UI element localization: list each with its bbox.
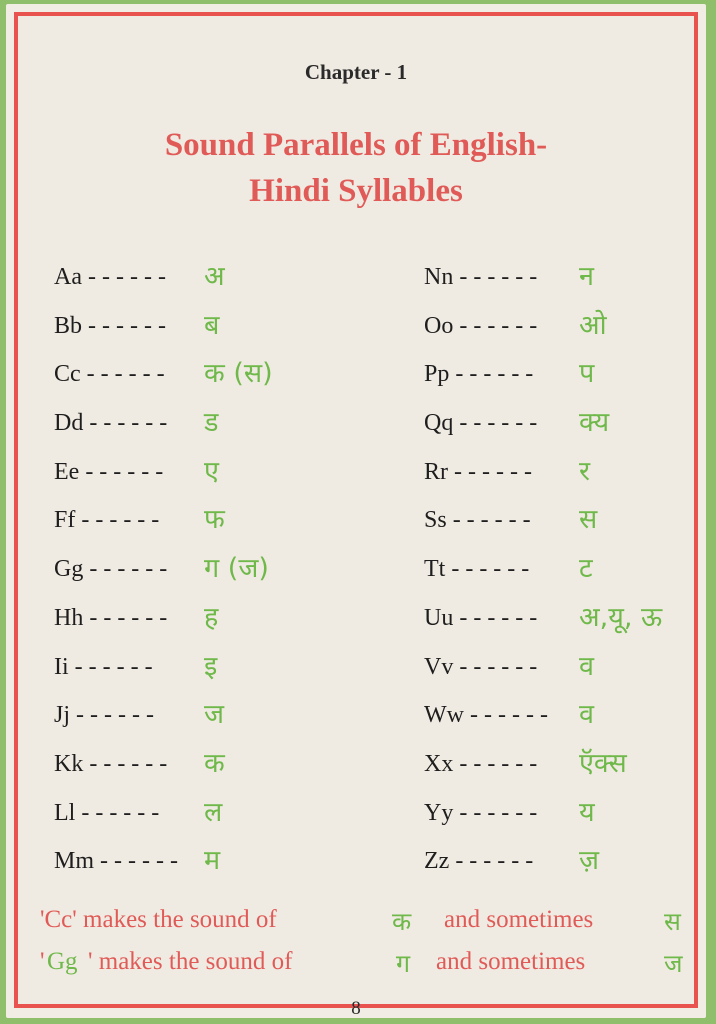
hindi-sound: ब <box>204 309 220 341</box>
english-letter: Hh - - - - - - <box>54 604 168 631</box>
english-letter: Ww - - - - - - <box>424 702 548 729</box>
hindi-sound: इ <box>204 650 218 682</box>
english-letter: Pp - - - - - - <box>424 361 534 388</box>
footer-cc-hindi-1: क <box>392 907 412 936</box>
hindi-sound: ह <box>204 601 219 633</box>
english-letter: Zz - - - - - - <box>424 848 534 875</box>
hindi-sound: अ <box>204 261 225 292</box>
english-letter: Uu - - - - - - <box>424 604 538 631</box>
hindi-sound: क (स) <box>204 358 273 390</box>
english-letter: Xx - - - - - - <box>424 750 538 777</box>
footer-gg-hindi-1: ग <box>396 949 411 978</box>
hindi-sound: ओ <box>579 309 607 341</box>
english-letter: Jj - - - - - - <box>54 702 154 729</box>
english-letter: Ii - - - - - - <box>54 653 153 680</box>
english-letter: Aa - - - - - - <box>54 264 166 290</box>
english-letter: Cc - - - - - - <box>54 361 165 388</box>
hindi-sound: ल <box>204 796 223 828</box>
footer-cc-lead: 'Cc' makes the sound of <box>40 906 277 933</box>
english-letter: Ss - - - - - - <box>424 507 531 534</box>
english-letter: Ff - - - - - - <box>54 507 160 534</box>
hindi-sound: स <box>579 504 598 536</box>
english-letter: Ee - - - - - - <box>54 458 164 485</box>
hindi-sound: म <box>204 845 221 877</box>
hindi-sound: व <box>579 699 595 731</box>
hindi-sound: फ <box>204 504 225 536</box>
page-title <box>18 122 694 214</box>
english-letter: Nn - - - - - - <box>424 264 538 290</box>
english-letter: Ll - - - - - - <box>54 799 160 826</box>
page-border <box>14 12 698 1019</box>
hindi-sound: र <box>579 455 591 487</box>
english-letter: Vv - - - - - - <box>424 653 538 680</box>
english-letter: Dd - - - - - - <box>54 410 168 437</box>
chapter-heading: Chapter - 1 <box>304 60 408 84</box>
hindi-sound: न <box>579 261 594 292</box>
footer-gg-lead: ' makes the sound of <box>88 948 293 975</box>
hindi-sound: अ,यू, ऊ <box>579 601 663 633</box>
english-letter: Mm - - - - - - <box>54 848 178 875</box>
english-letter: Bb - - - - - - <box>54 312 166 339</box>
hindi-sound: य <box>579 796 595 828</box>
hindi-sound: क्य <box>579 407 610 439</box>
hindi-sound: ग (ज) <box>204 553 269 585</box>
hindi-sound: प <box>579 358 595 390</box>
footer-gg-mid: and sometimes <box>436 948 586 975</box>
hindi-sound: ए <box>204 455 219 487</box>
english-letter: Yy - - - - - - <box>424 799 538 826</box>
english-letter: Kk - - - - - - <box>54 750 168 777</box>
title-line-2: Hindi Syllables <box>249 173 463 209</box>
english-letter: Gg - - - - - - <box>54 556 168 583</box>
footer-gg-latin: Gg <box>47 948 78 975</box>
english-letter: Oo - - - - - - <box>424 312 538 339</box>
footer-gg-quote-open: ' <box>40 948 45 975</box>
footer-cc-hindi-2: स <box>664 907 681 936</box>
footer-gg-hindi-2: ज <box>664 949 683 978</box>
hindi-sound: ज <box>204 699 225 731</box>
english-letter: Tt - - - - - - <box>424 556 530 583</box>
hindi-sound: ड <box>204 407 219 439</box>
hindi-sound: व <box>579 650 595 682</box>
title-line-1: Sound Parallels of English- <box>164 127 548 163</box>
english-letter: Qq - - - - - - <box>424 410 538 437</box>
footer-cc-mid: and sometimes <box>444 906 594 933</box>
hindi-sound: ऍक्स <box>579 747 627 779</box>
hindi-sound: ज़ <box>579 845 600 877</box>
book-page <box>6 4 706 1018</box>
page-number: 8 <box>351 998 361 1019</box>
hindi-sound: ट <box>579 553 593 585</box>
english-letter: Rr - - - - - - <box>424 458 532 485</box>
hindi-sound: क <box>204 747 225 779</box>
